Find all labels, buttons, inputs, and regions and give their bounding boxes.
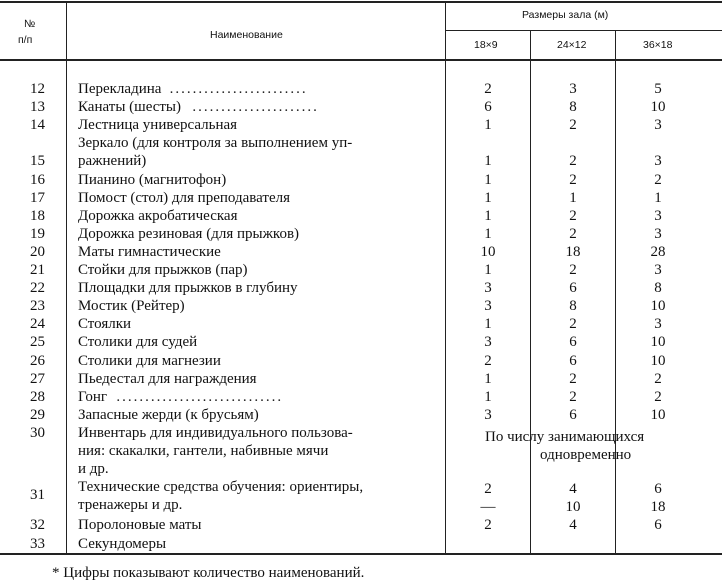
row-number: 28 — [30, 388, 45, 405]
size-value: 8 — [569, 298, 577, 315]
header-size-18x9: 18×9 — [474, 39, 498, 51]
size-value: 2 — [654, 388, 662, 405]
size-value: 3 — [484, 406, 492, 423]
row-number: 31 — [30, 487, 45, 504]
size-value: 1 — [484, 225, 492, 242]
item-name: ния: скакалки, гантели, набивные мячи — [78, 443, 329, 459]
item-name: Дорожка акробатическая — [78, 207, 238, 224]
size-value: 18 — [565, 243, 581, 260]
header-size-24x12: 24×12 — [557, 39, 587, 51]
size-value: 1 — [569, 189, 577, 206]
rule-col-number — [66, 1, 67, 554]
item-name: и др. — [78, 461, 109, 478]
header-number-abbrev: п/п — [18, 34, 33, 46]
size-value: 3 — [654, 316, 662, 333]
size-value: 1 — [484, 388, 492, 405]
item-name: Пианино (магнитофон) — [78, 171, 227, 188]
size-value: 10 — [650, 352, 666, 369]
item-name: Стоялки — [78, 316, 132, 333]
size-value: 1 — [484, 171, 492, 188]
size-value: 1 — [654, 189, 662, 206]
row-number: 30 — [30, 424, 45, 441]
size-value: 2 — [484, 517, 492, 534]
size-value: 6 — [569, 280, 577, 297]
size-value: 3 — [484, 298, 492, 315]
leader-dots: ............................. — [116, 388, 284, 405]
size-value: 6 — [569, 334, 577, 351]
item-name: Запасные жерди (к брусьям) — [78, 406, 259, 423]
row-number: 19 — [30, 225, 45, 242]
size-value: — — [480, 499, 496, 516]
item-name: Столики для магнезии — [78, 352, 221, 369]
size-value: 4 — [569, 517, 577, 534]
item-name: Мостик (Рейтер) — [78, 298, 185, 315]
item-name: Перекладина — [78, 81, 162, 97]
item-name: Гонг — [78, 388, 108, 405]
row-number: 18 — [30, 207, 45, 224]
size-value: 3 — [484, 280, 492, 297]
row-number: 13 — [30, 99, 45, 116]
item-name: Дорожка резиновая (для прыжков) — [78, 225, 300, 242]
size-value: 1 — [484, 153, 492, 170]
row-number: 24 — [30, 316, 45, 333]
size-value: 10 — [480, 243, 496, 260]
rule-subheader — [446, 30, 722, 31]
item-name: Канаты (шесты) — [78, 99, 182, 116]
item-name: Секундомеры — [78, 535, 167, 552]
size-value: 10 — [650, 334, 666, 351]
size-value: 8 — [654, 280, 662, 297]
row-number: 15 — [30, 153, 45, 170]
size-value: 2 — [569, 171, 577, 188]
size-value: 2 — [569, 207, 577, 224]
size-value: 2 — [484, 81, 492, 97]
size-value: 1 — [484, 316, 492, 333]
size-value: 28 — [650, 243, 666, 260]
footnote: * Цифры показывают количество наименований. — [52, 565, 365, 581]
size-value: 2 — [654, 370, 662, 387]
rule-header-bottom — [0, 59, 722, 61]
size-value: 10 — [650, 406, 666, 423]
size-value: 2 — [569, 117, 577, 134]
size-value: 3 — [654, 225, 662, 242]
row-number: 33 — [30, 535, 45, 552]
rule-bottom — [0, 553, 722, 555]
header-name: Наименование — [210, 29, 283, 41]
row-number: 23 — [30, 298, 45, 315]
size-value: 3 — [569, 81, 577, 97]
rule-top — [0, 1, 722, 3]
size-value: 6 — [569, 352, 577, 369]
item-name: Лестница универсальная — [78, 117, 238, 134]
item-name: Инвентарь для индивидуального пользова- — [78, 424, 353, 441]
size-value: 10 — [650, 99, 666, 116]
item-name: Пьедестал для награждения — [78, 370, 257, 387]
size-value: 1 — [484, 117, 492, 134]
size-value: 2 — [569, 370, 577, 387]
row-number: 12 — [30, 81, 45, 97]
item-name: Маты гимнастические — [78, 243, 221, 260]
size-value: 10 — [650, 298, 666, 315]
item-name: ражнений) — [78, 153, 147, 170]
item-name: Площадки для прыжков в глубину — [78, 280, 298, 297]
size-value: 1 — [484, 189, 492, 206]
row-number: 29 — [30, 406, 45, 423]
size-value: 2 — [569, 388, 577, 405]
size-value: 2 — [654, 171, 662, 188]
size-value: 2 — [569, 262, 577, 278]
row-number: 17 — [30, 189, 45, 206]
size-value: 2 — [484, 481, 492, 498]
size-value: 2 — [484, 352, 492, 369]
item-name: тренажеры и др. — [78, 497, 183, 514]
size-value: 18 — [650, 499, 666, 516]
row-number: 16 — [30, 171, 45, 188]
item-name: Помост (стол) для преподавателя — [78, 189, 291, 206]
size-value: 2 — [569, 225, 577, 242]
item-name: Зеркало (для контроля за выполнением уп- — [78, 135, 353, 152]
size-value: 1 — [484, 262, 492, 278]
rule-col-size-2 — [615, 30, 616, 554]
span-note: По числу занимающихся — [485, 428, 645, 445]
size-value: 5 — [654, 81, 662, 97]
row-number: 21 — [30, 262, 45, 278]
leader-dots: ...................... — [192, 99, 319, 116]
size-value: 3 — [484, 334, 492, 351]
header-number-symbol: № — [24, 18, 36, 30]
row-number: 22 — [30, 280, 45, 297]
item-name: Столики для судей — [78, 334, 198, 351]
row-number: 26 — [30, 352, 45, 369]
row-number: 14 — [30, 117, 45, 134]
size-value: 3 — [654, 262, 662, 278]
header-size-36x18: 36×18 — [643, 39, 673, 51]
size-value: 2 — [569, 153, 577, 170]
span-note: одновременно — [540, 446, 632, 463]
row-number: 32 — [30, 517, 45, 534]
size-value: 6 — [654, 481, 662, 498]
item-name: Поролоновые маты — [78, 517, 202, 534]
size-value: 6 — [654, 517, 662, 534]
size-value: 1 — [484, 207, 492, 224]
size-value: 10 — [565, 499, 581, 516]
size-value: 4 — [569, 481, 577, 498]
size-value: 6 — [569, 406, 577, 423]
size-value: 3 — [654, 153, 662, 170]
leader-dots: ........................ — [169, 81, 308, 97]
row-number: 27 — [30, 370, 45, 387]
size-value: 8 — [569, 99, 577, 116]
item-name: Технические средства обучения: ориентиры, — [78, 479, 364, 496]
row-number: 25 — [30, 334, 45, 351]
rule-col-name — [445, 1, 446, 554]
rule-col-size-1 — [530, 30, 531, 554]
item-name: Стойки для прыжков (пар) — [78, 262, 248, 278]
size-value: 1 — [484, 370, 492, 387]
size-value: 3 — [654, 117, 662, 134]
size-value: 6 — [484, 99, 492, 116]
header-hall-sizes: Размеры зала (м) — [522, 9, 609, 21]
row-number: 20 — [30, 243, 45, 260]
size-value: 2 — [569, 316, 577, 333]
size-value: 3 — [654, 207, 662, 224]
